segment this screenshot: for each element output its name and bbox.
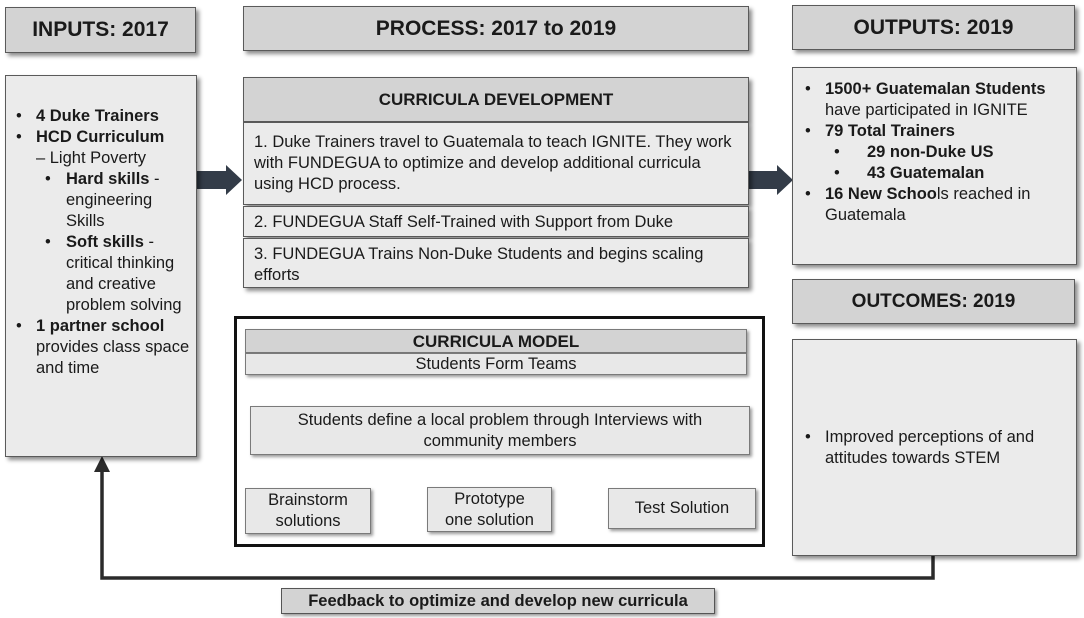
curricula-model-title-text: CURRICULA MODEL: [412, 331, 580, 351]
list-item: [803, 427, 1070, 469]
process-step-2: [243, 206, 749, 237]
inputs-box: [5, 75, 197, 457]
students-count-text: 1500+ Guatemalan Students: [825, 80, 1046, 98]
form-teams-step: [245, 353, 747, 375]
process-header-label: PROCESS: 2017 to 2019: [375, 16, 617, 40]
define-problem-step: [250, 406, 750, 455]
process-step-3-text: 3. FUNDEGUA Trains Non-Duke Students and begins scaling efforts: [254, 245, 704, 284]
feedback-label-text: Feedback to optimize and develop new curricula: [308, 591, 688, 610]
list-item: [825, 142, 1070, 163]
outcomes-header-label: OUTCOMES: 2019: [851, 290, 1016, 312]
process-step-1-text: 1. Duke Trainers travel to Guatemala to teach IGNITE. They work with FUNDEGUA to optimize and develop additional curricula using HCD process.: [254, 133, 732, 193]
list-item: [803, 184, 1070, 226]
process-step-1: [243, 122, 749, 205]
outputs-header: [792, 5, 1075, 50]
list-item: [14, 106, 192, 127]
guatemalan-text: 43 Guatemalan: [867, 164, 985, 182]
outcome-text: Improved perceptions of and attitudes towards STEM: [825, 428, 1035, 467]
define-problem-text: Students define a local problem through Interviews with community members: [297, 410, 703, 450]
light-poverty-text: – Light Poverty: [36, 149, 147, 167]
feedback-label: [281, 588, 715, 614]
trainers-total-text: 79 Total Trainers: [825, 122, 955, 140]
feedback-arrowhead: [94, 456, 110, 472]
form-teams-text: Students Form Teams: [415, 354, 577, 373]
list-item: [803, 121, 1070, 184]
brainstorm-text: Brainstorm solutions: [268, 491, 348, 530]
curricula-development-header: [243, 77, 749, 122]
schools-desc: ls reached in Guatemala: [825, 185, 1031, 224]
schools-count-text: 16 New Schoo: [825, 185, 937, 203]
list-item: [803, 79, 1070, 121]
partner-school-desc: provides class space and time: [36, 338, 190, 377]
prototype-text: Prototype one solution: [445, 489, 534, 529]
hcd-curriculum-text: HCD Curriculum: [36, 128, 165, 146]
outcomes-box: [792, 339, 1077, 556]
curricula-model-title: [245, 329, 747, 353]
prototype-step: [427, 487, 552, 532]
outputs-list: [803, 79, 1070, 226]
curricula-development-title: CURRICULA DEVELOPMENT: [378, 89, 614, 109]
brainstorm-step: [245, 488, 371, 534]
hard-skills-text: Hard skills: [66, 170, 150, 188]
soft-skills-desc: - critical thinking and creative problem solving: [66, 233, 182, 314]
skills-sublist: [36, 169, 192, 316]
hard-skills-desc: - engineering Skills: [66, 170, 160, 230]
inputs-list: [14, 106, 192, 379]
test-solution-text: Test Solution: [634, 499, 730, 517]
process-header: [243, 6, 749, 51]
list-item: [14, 127, 192, 316]
outputs-header-label: OUTPUTS: 2019: [853, 15, 1014, 39]
list-item: [14, 316, 192, 379]
outcomes-list: [803, 427, 1070, 469]
process-step-3: [243, 238, 749, 288]
test-solution-step: [608, 488, 756, 529]
list-item: [825, 163, 1070, 184]
outputs-box: [792, 67, 1077, 265]
inputs-to-process-arrow: [197, 165, 242, 195]
partner-school-text: 1 partner school: [36, 317, 165, 335]
students-desc: have participated in IGNITE: [825, 101, 1028, 119]
inputs-header: [5, 7, 196, 53]
duke-trainers-text: 4 Duke Trainers: [36, 107, 159, 125]
trainers-sublist: [825, 142, 1070, 184]
non-duke-text: 29 non-Duke US: [867, 143, 994, 161]
list-item: [36, 169, 192, 232]
list-item: [36, 232, 192, 316]
inputs-header-label: INPUTS: 2017: [32, 18, 169, 41]
process-to-outputs-arrow: [749, 165, 793, 195]
soft-skills-text: Soft skills: [66, 233, 144, 251]
outcomes-header: [792, 279, 1075, 324]
process-step-2-text: 2. FUNDEGUA Staff Self-Trained with Support from Duke: [254, 213, 674, 231]
